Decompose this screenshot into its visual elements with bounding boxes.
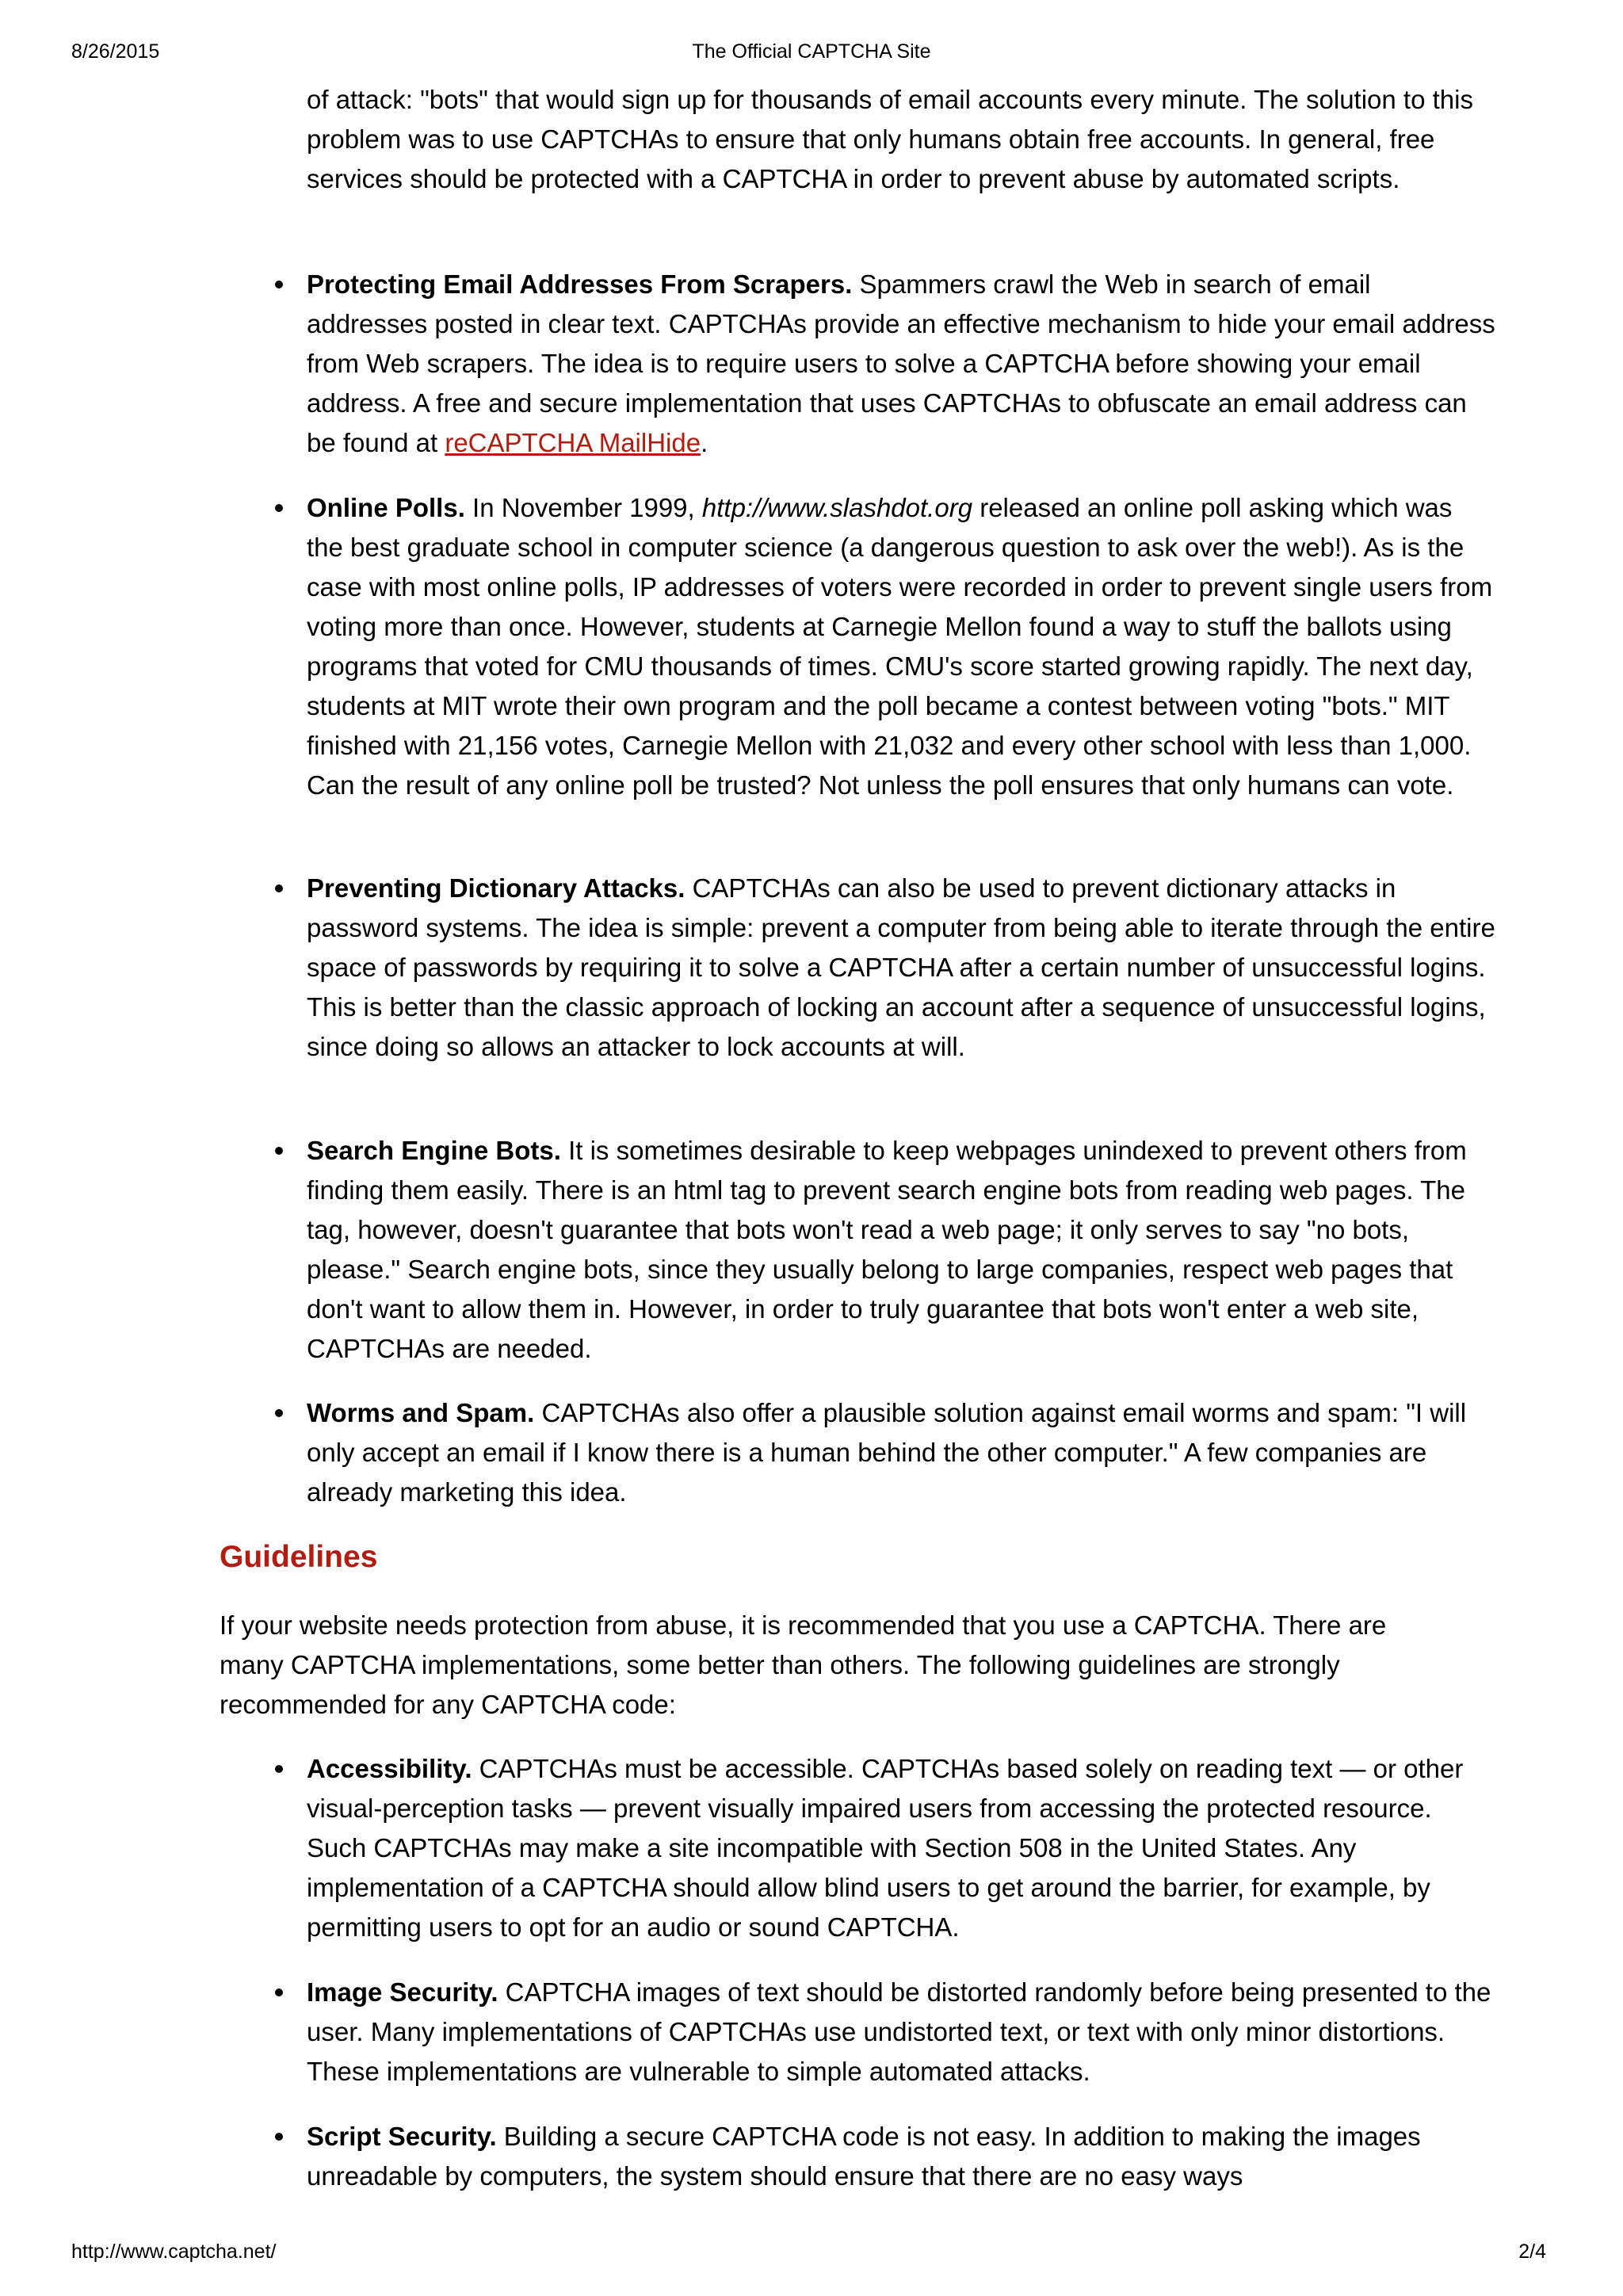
item-text: CAPTCHAs must be accessible. CAPTCHAs based solely on reading text — or other visual-perception tasks — prevent visually impaired users from accessing the protected resource. Such CAPTCHAs may make a site incompatible with Section 508 in the United States. Any implementation of a CAPTCHA should allow blind users to get around the barrier, for example, by permitting users to opt for an audio or sound CAPTCHA. — [307, 1754, 1464, 1942]
bullet-icon — [275, 281, 283, 288]
item-title: Worms and Spam. — [307, 1398, 535, 1427]
print-url: http://www.captcha.net/ — [71, 2241, 277, 2263]
item-text: Spammers crawl the Web in search of email addresses posted in clear text. CAPTCHAs provide an effective mechanism to hide your email address from Web scrapers. The idea is to require users to solve a CAPTCHA before showing your email address. A free and secure implementation that uses CAPTCHAs to obfuscate an email address can be found at — [307, 269, 1495, 457]
recaptcha-mailhide-link[interactable]: reCAPTCHA MailHide — [445, 428, 701, 457]
list-item-script-security — [307, 2117, 1495, 2196]
list-item-email-scrapers — [307, 265, 1495, 463]
item-text: CAPTCHA images of text should be distorted randomly before being presented to the user. Many implementations of CAPTCHAs use undistorted text, or text with only minor distortions. These implementations are vulnerable to simple automated attacks. — [307, 1977, 1491, 2086]
item-title: Accessibility. — [307, 1754, 472, 1783]
item-text-pre: In November 1999, — [464, 493, 702, 522]
item-text: Building a secure CAPTCHA code is not easy. In addition to making the images unreadable by computers, the system should ensure that there are no easy ways — [307, 2122, 1421, 2191]
bullet-icon — [275, 1409, 283, 1417]
list-item-accessibility — [307, 1749, 1495, 1947]
guidelines-intro: If your website needs protection from abuse, it is recommended that you use a CAPTCHA. There are many CAPTCHA implementations, some better than others. The following guidelines are strongly recommended for any CAPTCHA code: — [220, 1610, 1387, 1719]
list-item-online-polls — [307, 488, 1495, 805]
list-item-worms-and-spam — [307, 1393, 1495, 1512]
bullet-icon — [275, 1765, 283, 1773]
item-title: Script Security. — [307, 2122, 497, 2151]
item-text: CAPTCHAs also offer a plausible solution against email worms and spam: "I will only accept an email if I know there is a human behind the other computer." A few companies are already marketing this idea. — [307, 1398, 1467, 1507]
continued-paragraph: of attack: "bots" that would sign up for thousands of email accounts every minute. The solution to this problem was to use CAPTCHAs to ensure that only humans obtain free accounts. In general, free services should be protected with a CAPTCHA in order to prevent abuse by automated scripts. — [307, 85, 1473, 193]
guidelines-heading: Guidelines — [220, 1540, 378, 1574]
item-title: Image Security. — [307, 1977, 498, 2007]
bullet-icon — [275, 1988, 283, 1996]
item-title: Online Polls. — [307, 493, 465, 522]
list-item-dictionary-attacks — [307, 869, 1495, 1067]
list-item-image-security — [307, 1973, 1495, 2092]
item-title: Search Engine Bots. — [307, 1136, 561, 1165]
item-text-end: . — [701, 428, 708, 457]
slashdot-url: http://www.slashdot.org — [701, 493, 973, 522]
item-title: Protecting Email Addresses From Scrapers. — [307, 269, 853, 299]
item-text: released an online poll asking which was the best graduate school in computer science (a dangerous question to ask over the web!). As is the case with most online polls, IP addresses of voters were recorded in order to prevent single users from voting more than once. However, students at Carnegie Mellon found a way to stuff the ballots using programs that voted for CMU thousands of times. CMU's score started growing rapidly. The next day, students at MIT wrote their own program and the poll became a contest between voting "bots." MIT finished with 21,156 votes, Carnegie Mellon with 21,032 and every other school with less than 1,000. Can the result of any online poll be trusted? Not unless the poll ensures that only humans can vote. — [307, 493, 1493, 800]
list-item-search-engine-bots — [307, 1131, 1495, 1369]
item-text: CAPTCHAs can also be used to prevent dictionary attacks in password systems. The idea is simple: prevent a computer from being able to iterate through the entire space of passwords by requiring it to solve a CAPTCHA after a certain number of unsuccessful logins. This is better than the classic approach of locking an account after a sequence of unsuccessful logins, since doing so allows an attacker to lock accounts at will. — [307, 873, 1495, 1061]
item-text: It is sometimes desirable to keep webpages unindexed to prevent others from finding them easily. There is an html tag to prevent search engine bots from reading web pages. The tag, however, doesn't guarantee that bots won't read a web page; it only serves to say "no bots, please." Search engine bots, since they usually belong to large companies, respect web pages that don't want to allow them in. However, in order to truly guarantee that bots won't enter a web site, CAPTCHAs are needed. — [307, 1136, 1467, 1363]
page-number: 2/4 — [1518, 2241, 1546, 2263]
bullet-icon — [275, 504, 283, 512]
bullet-icon — [275, 884, 283, 892]
bullet-icon — [275, 1147, 283, 1155]
bullet-icon — [275, 2133, 283, 2141]
print-page-title: The Official CAPTCHA Site — [692, 40, 931, 63]
print-date: 8/26/2015 — [71, 40, 160, 63]
item-title: Preventing Dictionary Attacks. — [307, 873, 685, 903]
